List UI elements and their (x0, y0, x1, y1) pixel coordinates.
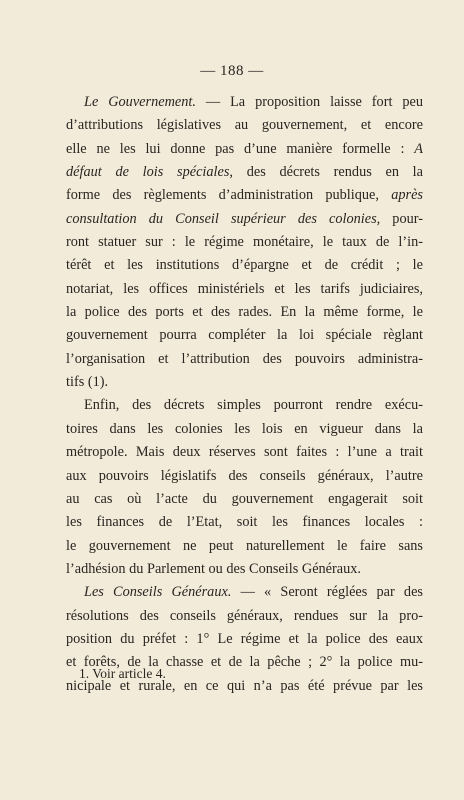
text-run: Enfin, des décrets simples pourront rendre exécu- (84, 397, 423, 414)
footnote: 1. Voir article 4. (79, 666, 166, 681)
text-line (66, 581, 423, 604)
text-line (66, 511, 423, 534)
italic-text: après (391, 187, 423, 204)
text-run: l’organisation et l’attribution des pouvoirs administra- (66, 350, 423, 367)
text-line (66, 184, 423, 207)
text-run: et forêts, de la chasse et de la pêche ; 2° la police mu- (66, 654, 423, 671)
text-line (66, 441, 423, 464)
text-run: au cas où l’acte du gouvernement engagerait soit (66, 490, 423, 507)
text-line (66, 278, 423, 301)
text-line (66, 535, 423, 558)
italic-text: consultation du Conseil supérieur des colonies, (66, 210, 381, 227)
text-line (66, 348, 423, 371)
text-run: nicipale et rurale, en ce qui n’a pas été prévue par les (66, 677, 423, 694)
text-run: position du préfet : 1° Le régime et la police des eaux (66, 630, 423, 647)
italic-text: Les Conseils Généraux. (84, 584, 232, 601)
text-line (66, 161, 423, 184)
text-line (66, 114, 423, 137)
text-line (66, 91, 423, 114)
text-run: térêt et les institutions d’épargne et de crédit ; le (66, 257, 423, 274)
text-run: toires dans les colonies les lois en vigueur dans la (66, 420, 423, 437)
text-line (66, 254, 423, 277)
text-line (66, 488, 423, 511)
text-line (66, 371, 423, 394)
text-run: — La proposition laisse fort peu (195, 94, 423, 110)
text-run: le gouvernement ne peut naturellement le faire sans (66, 537, 423, 554)
text-line (66, 628, 423, 651)
text-run: gouvernement pourra compléter la loi spéciale règlant (66, 327, 423, 344)
italic-text: A (414, 140, 423, 157)
text-run: les finances de l’Etat, soit les finances locales : (66, 514, 423, 531)
page-number: — 188 — (200, 63, 264, 79)
italic-text: Le Gouvernement. (84, 94, 196, 110)
text-run: l’adhésion du Parlement ou des Conseils Généraux. (66, 560, 362, 577)
text-line (66, 558, 423, 581)
text-run: ront statuer sur : le régime monétaire, le taux de l’in- (66, 234, 423, 251)
text-run: aux pouvoirs législatifs des conseils généraux, l’autre (66, 467, 423, 484)
text-run: forme des règlements d’administration publique, (66, 187, 392, 204)
text-run: pour- (380, 210, 423, 227)
text-run: d’attributions législatives au gouvernement, et encore (66, 117, 423, 134)
text-line (66, 465, 423, 488)
text-line (66, 208, 423, 231)
text-run: elle ne les lui donne pas d’une manière formelle : (66, 140, 415, 157)
text-line (66, 138, 423, 161)
text-run: notariat, les offices ministériels et les tarifs judiciaires, (66, 280, 423, 297)
text-line (66, 301, 423, 324)
text-run: métropole. Mais deux réserves sont faites : l’une a trait (66, 444, 423, 461)
text-run: résolutions des conseils généraux, rendues sur la pro- (66, 607, 423, 624)
text-line (66, 394, 423, 417)
text-run: des décrets rendus en la (233, 164, 423, 181)
body-text (66, 91, 423, 698)
text-run: la police des ports et des rades. En la même forme, le (66, 304, 423, 321)
text-run: — « Seront réglées par des (231, 584, 423, 601)
text-line (66, 231, 423, 254)
text-line (66, 605, 423, 628)
text-line (66, 418, 423, 441)
text-line (66, 324, 423, 347)
italic-text: défaut de lois spéciales, (66, 164, 233, 181)
text-run: tifs (1). (66, 374, 109, 391)
